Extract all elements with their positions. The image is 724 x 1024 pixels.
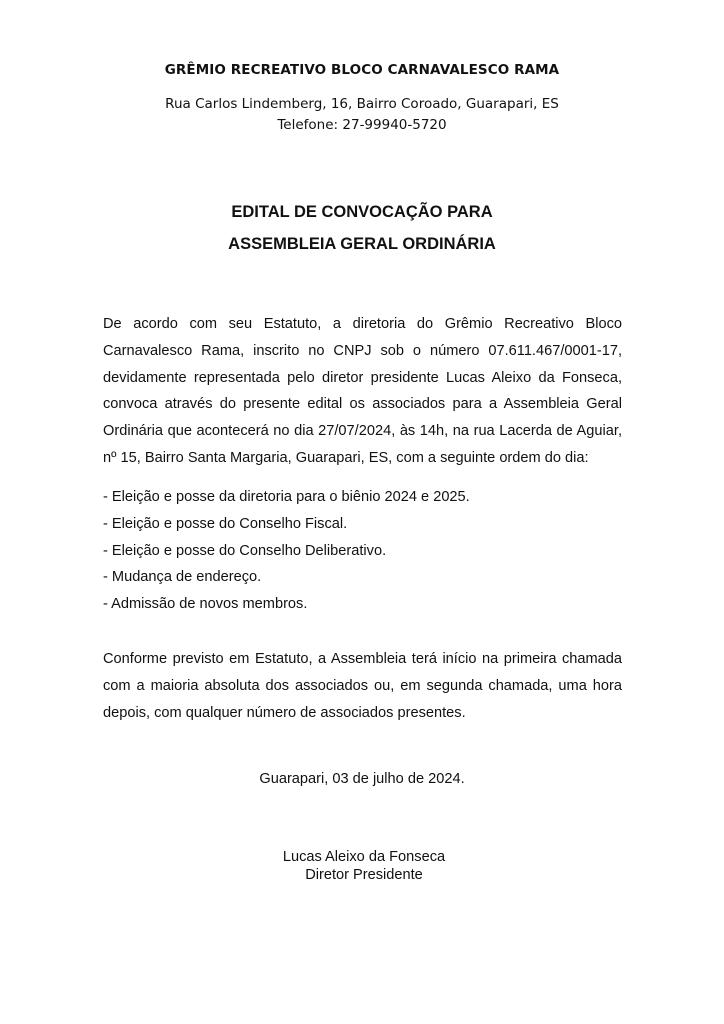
place-and-date: Guarapari, 03 de julho de 2024. [259,771,465,787]
organization-phone: Telefone: 27-99940-5720 [277,117,447,133]
organization-name: GRÊMIO RECREATIVO BLOCO CARNAVALESCO RAMA [164,62,560,78]
signer-name: Lucas Aleixo da Fonseca [282,849,446,865]
organization-address: Rua Carlos Lindemberg, 16, Bairro Coroado, Guarapari, ES [165,96,559,112]
agenda-item: - Eleição e posse da diretoria para o biênio 2024 e 2025. [103,489,470,505]
agenda-list [103,484,470,618]
quorum-paragraph: Conforme previsto em Estatuto, a Assembleia terá início na primeira chamada com a maioria absoluta dos associados ou, em segunda chamada, uma hora depois, com qualquer número de associados presentes. [103,651,622,721]
document-title-line-1: EDITAL DE CONVOCAÇÃO PARA [231,203,493,221]
agenda-item: - Eleição e posse do Conselho Fiscal. [103,515,348,532]
convocation-paragraph: De acordo com seu Estatuto, a diretoria do Grêmio Recreativo Bloco Carnavalesco Rama, inscrito no CNPJ sob o número 07.611.467/0001-17, devidamente representada pelo diretor presidente Lucas Aleixo da Fonseca, convoca através do presente edital os associados para a Assembleia Geral Ordinária que acontecerá no dia 27/07/2024, às 14h, na rua Lacerda de Aguiar, nº 15, Bairro Santa Margaria, Guarapari, ES, com a seguinte ordem do dia: [103,316,622,466]
document-title-line-2: ASSEMBLEIA GERAL ORDINÁRIA [228,235,496,253]
agenda-item: - Eleição e posse do Conselho Deliberativo. [103,542,387,559]
signer-role: Diretor Presidente [305,867,423,883]
signature-block [0,848,724,884]
agenda-item: - Mudança de endereço. [103,569,262,586]
document-title [0,196,724,260]
agenda-item: - Admissão de novos membros. [103,596,308,613]
organization-contact [0,94,724,136]
